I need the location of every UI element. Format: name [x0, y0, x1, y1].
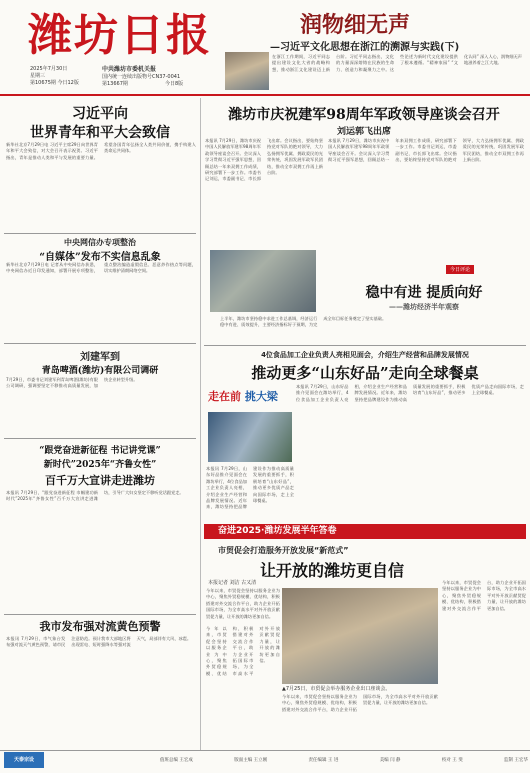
feature2-body-left: 本报讯 7月29日，山东好品推介见面会在潍坊举行，4位食品加工企业负责人亮相，介绍企业生产经营和品牌发展情况。近年来，潍坊坚持把品牌建设作为推动高质量发展的重要抓手，积极培育“山东好品”，推动更多优质产品走向国际市场，走上全球餐桌。: [206, 466, 294, 510]
left-story-4-body: 本报讯 7月29日，“跟党奋进新征程 巾帼建功新时代”2025年“齐鲁女性”百千万大宣讲走进潍坊，引导广大妇女坚定不移听党话跟党走。: [6, 490, 184, 502]
left-story-2-kicker: 中央网信办专项整治: [64, 238, 136, 247]
footer-credit: 美编 闫 静: [379, 758, 401, 763]
feature2-logo-1: 走在前: [208, 390, 241, 403]
top-feature-subtitle: —习近平文化思想在浙江的溯源与实践(下): [270, 42, 460, 53]
issue-serial: 第13667期: [102, 81, 128, 87]
series-title: 让开放的潍坊更自信: [260, 561, 405, 580]
series-banner: 奋进2025·潍坊发展半年答卷: [204, 524, 526, 539]
commentary-subtitle: ——潍坊经济半年观察: [389, 303, 459, 311]
left-story-3-title: 青岛啤酒(潍坊)有限公司调研: [41, 366, 159, 376]
series-caption: ▲7月25日，市贸促会举办服务企业出口座谈会。: [282, 686, 391, 692]
header-rule: [0, 94, 530, 96]
series-photo: [282, 588, 438, 684]
feature2-photo: [208, 412, 292, 462]
series-body-intro: 今年以来，市贸促会坚持以服务企业为中心，聚焦外贸稳规模、优结构，积极搭建对外交流合作平台，助力企业开拓国际市场，为全市高水平对外开放贡献贸促力量，让开放的潍坊更加自信。: [206, 588, 280, 619]
feature2-logo-2: 挑大梁: [244, 390, 278, 403]
footer-brand: 天泰宗设: [4, 752, 44, 768]
commentary-title: 稳中有进 提质向好: [365, 285, 483, 301]
left-divider-1: [4, 233, 196, 234]
issue-edition: 今日8版: [165, 81, 184, 87]
feature2-title: 推动更多“山东好品”走向全球餐桌: [251, 364, 479, 382]
top-feature-title: 润物细无声: [300, 12, 411, 38]
footer-credit: 校对 王 斐: [441, 758, 463, 763]
issue-cn: 国内统一连续出版物号CN37-0041: [102, 74, 181, 80]
main-story-subtitle: 刘运郭飞出席: [336, 127, 391, 137]
footer-credits: [160, 757, 528, 763]
footer-rule: [0, 750, 530, 751]
left-story-4-line-2: 新时代”2025年“齐鲁女性”: [43, 460, 157, 470]
main-story-body-left: 本报讯 7月29日，潍坊市庆祝中国人民解放军建军98周年军政领导座谈会召开。会议深入学习贯彻习近平强军思想，回顾总结一年来双拥工作成绩，研究部署下一步工作。市委书记刘运，市委副书记、市长郭飞出席。会议指出，要始终坚持党对军队的绝对领导，大力弘扬拥军优属、拥政爱民的光荣传统，巩固发展军政军民团结，推动全市双拥工作再上新台阶。: [205, 138, 323, 182]
footer-credit: 值班总编 王宏成: [160, 758, 193, 763]
left-lead-title-1: 习近平向: [72, 106, 128, 122]
main-story-body-right: 本报讯 7月29日，潍坊市庆祝中国人民解放军建军98周年军政领导座谈会召开。会议深入学习贯彻习近平强军思想，回顾总结一年来双拥工作成绩，研究部署下一步工作。市委书记刘运，市委副书记、市长郭飞出席。会议指出，要始终坚持党对军队的绝对领导，大力弘扬拥军优属、拥政爱民的光荣传统，巩固发展军政军民团结，推动全市双拥工作再上新台阶。: [328, 138, 524, 163]
left-lead-title-2: 世界青年和平大会致信: [30, 125, 170, 141]
main-divider-1: [204, 345, 526, 346]
left-divider-3: [4, 438, 196, 439]
top-feature-body: 在浙江工作期间，习近平同志提出建设文化大省的战略构想，推动浙江文化建设迈上新台阶。习近平同志指出，文化的力量深深熔铸在民族的生命力、创造力和凝聚力之中。这些论述为新时代文化建设提供了根本遵循。“精神家园” “文化认同” 深入人心，润物细无声地滋养着之江大地。: [272, 54, 522, 72]
masthead-title: 潍坊日报: [28, 10, 212, 61]
left-lead-body: 新华社北京7月29日电 习近平主席29日向世界青年和平大会致信，对大会召开表示祝贺。习近平指出，青年是推动人类和平与发展的重要力量。希望各国青年弘扬全人类共同价值，携手构建人类命运共同体。: [6, 142, 196, 160]
footer-credit: 责任编辑 王 进: [308, 758, 339, 763]
series-byline: 本报记者 刘洁 古又清: [208, 580, 257, 586]
series-body-left: 今年以来，市贸促会坚持以服务企业为中心，聚焦外贸稳规模、优结构，积极搭建对外交流合作平台，助力企业开拓国际市场，为全市高水平对外开放贡献贸促力量，让开放的潍坊更加自信。: [206, 626, 280, 676]
issue-weekday: 星期三: [30, 73, 46, 79]
feature2-slogan: [208, 384, 286, 410]
column-rule: [200, 98, 201, 750]
series-body-bottom: 今年以来，市贸促会坚持以服务企业为中心，聚焦外贸稳规模、优结构，积极搭建对外交流合作平台，助力企业开拓国际市场，为全市高水平对外开放贡献贸促力量，让开放的潍坊更加自信。: [282, 694, 438, 712]
series-kicker: 市贸促会打造服务开放发展“新范式”: [218, 546, 349, 555]
issue-number: 第10675期 今日12版: [30, 80, 79, 86]
left-divider-4: [4, 614, 196, 615]
issue-publisher: 中共潍坊市委机关报: [102, 66, 157, 73]
commentary-body: 上半年，潍坊市坚持稳中求进工作总基调，经济运行稳中有进、质效提升，主要经济指标好于预期，为完成全年目标任务奠定了坚实基础。: [220, 316, 387, 328]
left-story-2-title: “自媒体”发布不实信息乱象: [39, 252, 161, 263]
left-story-2-body: 新华社北京7月29日电 记者从中央网信办获悉，中央网信办近日印发通知，部署开展专项整治，重点整治编造虚假信息、恶意炒作热点等问题，切实维护清朗网络空间。: [6, 262, 196, 274]
feature2-body-right: 本报讯 7月29日，山东好品推介见面会在潍坊举行，4位食品加工企业负责人亮相，介绍企业生产经营和品牌发展情况。近年来，潍坊坚持把品牌建设作为推动高质量发展的重要抓手，积极培育“山东好品”，推动更多优质产品走向国际市场，走上全球餐桌。: [296, 384, 524, 402]
top-feature-photo: [225, 52, 269, 90]
feature2-kicker: 4位食品加工企业负责人亮相见面会，介绍生产经营和品牌发展情况: [261, 351, 469, 359]
left-story-3-body: 7月29日，市委书记刘建军到青岛啤酒(潍坊)有限公司调研，强调要坚定不移推动高质量发展，加快企业转型升级。: [6, 377, 138, 389]
footer-credit: 版面主编 王立刚: [234, 758, 268, 763]
left-story-3-kicker: 刘建军到: [80, 352, 120, 363]
issue-date: 2025年7月30日: [30, 66, 68, 72]
commentary-label: 今日评论: [446, 265, 474, 274]
main-story-title: 潍坊市庆祝建军98周年军政领导座谈会召开: [228, 107, 500, 123]
main-story-photo: [210, 250, 316, 312]
left-divider-2: [4, 343, 196, 344]
left-story-4-line-1: “跟党奋进新征程 书记讲党课”: [39, 446, 161, 456]
series-body-right: 今年以来，市贸促会坚持以服务企业为中心，聚焦外贸稳规模、优结构，积极搭建对外交流合作平台，助力企业开拓国际市场，为全市高水平对外开放贡献贸促力量，让开放的潍坊更加自信。: [442, 580, 526, 611]
left-story-5-body: 本报讯 7月29日，市气象台发布强对流天气黄色预警，请市民注意防范。预计我市大部地区将出现雷电、短时强降水等强对流天气，局部伴有大风、冰雹。: [6, 636, 192, 648]
footer-credit: 监制 王宏华: [504, 758, 528, 763]
left-story-5-title: 我市发布强对流黄色预警: [39, 620, 161, 633]
left-story-4-line-3: 百千万大宣讲走进潍坊: [45, 474, 155, 487]
